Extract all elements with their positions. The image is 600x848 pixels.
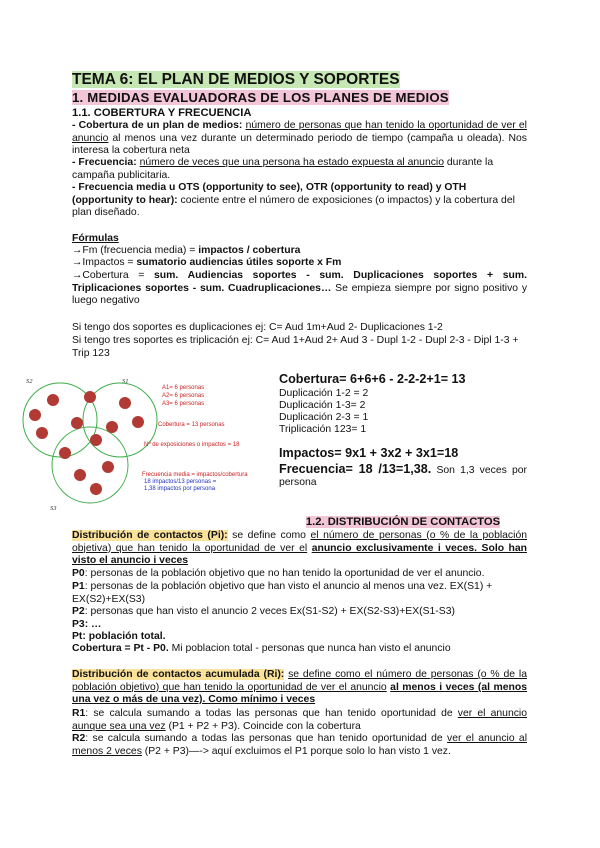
r1-label: R1 xyxy=(72,708,86,719)
ri-definition: se define como el número de personas (o % de la población objetivo) que han tenido la oportunidad de ver el anuncio xyxy=(72,669,527,693)
venn-dot xyxy=(74,469,86,481)
r1-line xyxy=(72,708,527,733)
venn-note-a3: A3= 6 personas xyxy=(162,401,205,407)
venn-dot xyxy=(102,461,114,473)
venn-dot xyxy=(132,416,144,428)
cobertura-pt-bold: Cobertura = Pt - P0. xyxy=(72,643,169,654)
duplicacion-1-3: Duplicación 1-3= 2 xyxy=(279,400,366,411)
section-heading-1-2 xyxy=(279,516,527,529)
r1-underlined: ver el anuncio aunque sea una vez xyxy=(72,708,528,732)
formula-fm-text: →Fm (frecuencia media) = xyxy=(72,245,196,256)
venn-dot xyxy=(90,483,102,495)
venn-diagram xyxy=(20,375,275,515)
venn-label-s3: S3 xyxy=(50,505,57,512)
frecuencia-equation-bold: Frecuencia= 18 /13=1,38. xyxy=(279,462,432,476)
venn-note-exposiciones: Nº de exposiciones o impactos = 18 xyxy=(144,442,240,448)
p1-line xyxy=(72,581,527,606)
cobertura-definition: número de personas que han tenido la oportunidad de ver el anuncio xyxy=(72,120,527,144)
subtitle-text: 1. MEDIDAS EVALUADORAS DE LOS PLANES DE MEDIOS xyxy=(72,90,449,105)
venn-dot xyxy=(59,447,71,459)
r2-rest: (P2 + P3)—-> aquí excluimos el P1 porque solo lo han visto 1 vez. xyxy=(144,745,451,757)
frecuencia-label: - Frecuencia: xyxy=(72,157,137,168)
formula-cobertura-note: Se empieza siempre por signo positivo y luego negativo xyxy=(72,282,528,307)
pi-definition: el número de personas (o % de la población objetiva) que han tenido la oportunidad de ver el xyxy=(72,530,527,554)
venn-dot xyxy=(36,427,48,439)
frecuencia-paragraph xyxy=(72,157,527,182)
impactos-equation: Impactos= 9x1 + 3x2 + 3x1=18 xyxy=(279,446,459,460)
p1-text: : personas de la población objetivo que han visto el anuncio al menos una vez. EX(S1) + EX(S2)+EX(S3) xyxy=(72,581,493,605)
formula-impactos-text: →Impactos = xyxy=(72,257,134,268)
cobertura-rest: al menos una vez durante un determinado periodo de tiempo (campaña u oleada). Nos interesa la cobertura neta xyxy=(72,132,528,157)
venn-note-a2: A2= 6 personas xyxy=(162,393,205,399)
frecuencia-rest: durante la campaña publicitaria. xyxy=(72,157,494,181)
pi-definition-bold: anuncio exclusivamente i veces. Solo han visto el anuncio i veces xyxy=(72,542,528,567)
formula-impactos-bold: sumatorio audiencias útiles soporte x Fm xyxy=(136,257,342,268)
p1-label: P1 xyxy=(72,581,85,592)
cobertura-pt-text: Mi poblacion total - personas que nunca han visto el anuncio xyxy=(171,643,451,654)
venn-dot xyxy=(90,434,102,446)
ejemplo-dos-soportes: Si tengo dos soportes es duplicaciones ej: C= Aud 1m+Aud 2- Duplicaciones 1-2 xyxy=(72,322,443,333)
section-1-2-text: 1.2. DISTRIBUCIÓN DE CONTACTOS xyxy=(305,516,501,528)
venn-note-cobertura: Cobertura = 13 personas xyxy=(158,422,225,428)
r1-rest: (P1 + P2 + P3). Coincide con la cobertura xyxy=(168,720,361,732)
r2-label: R2 xyxy=(72,733,86,744)
formula-cobertura-text: →Cobertura = xyxy=(72,270,145,281)
r2-line xyxy=(72,733,527,758)
cobertura-label: - Cobertura de un plan de medios: xyxy=(72,120,243,131)
venn-label-s2: S2 xyxy=(26,378,33,385)
venn-note-fm-3: 1,38 impactos por persona xyxy=(144,486,216,492)
p2-text: : personas que han visto el anuncio 2 veces Ex(S1-S2) + EX(S2-S3)+EX(S1-S3) xyxy=(84,606,455,617)
formula-impactos xyxy=(72,257,527,270)
pi-mid: se define como xyxy=(232,530,306,541)
pi-label: Distribución de contactos (Pi): xyxy=(72,530,228,541)
venn-dot xyxy=(84,391,96,403)
cobertura-equation: Cobertura= 6+6+6 - 2-2-2+1= 13 xyxy=(279,372,466,386)
formula-cobertura xyxy=(72,270,527,308)
frecuencia-equation xyxy=(279,463,527,490)
duplicacion-1-2: Duplicación 1-2 = 2 xyxy=(279,388,369,399)
p0-text: : personas de la población objetivo que no han tenido la oportunidad de ver el anuncio. xyxy=(84,568,485,579)
pt-line: Pt: población total. xyxy=(72,631,166,642)
venn-dot xyxy=(47,394,59,406)
p2-label: P2 xyxy=(72,606,85,617)
subtitle xyxy=(72,90,449,105)
section-heading-1-1: 1.1. COBERTURA Y FRECUENCIA xyxy=(72,107,252,119)
ri-definition-bold: al menos i veces (al menos una vez o más de una vez). Como mínimo i veces xyxy=(72,681,527,706)
ri-label: Distribución de contactos acumulada (Ri): xyxy=(72,669,285,680)
cobertura-paragraph xyxy=(72,120,527,158)
p3-line: P3: … xyxy=(72,619,102,630)
cobertura-pt-line xyxy=(72,643,527,656)
formulas-heading: Fórmulas xyxy=(72,233,119,244)
formula-cobertura-bold: sum. Audiencias soportes - sum. Duplicaciones soportes + sum. Triplicaciones soportes - sum. Cuadruplicaciones… xyxy=(72,270,527,294)
venn-dot xyxy=(71,417,83,429)
formula-fm-bold: impactos / cobertura xyxy=(198,245,301,256)
ejemplo-tres-soportes: Si tengo tres soportes es triplicación ej: C= Aud 1+Aud 2+ Aud 3 - Dupl 1-2 - Dupl 2-3 - Dipl 1-3 + Trip 123 xyxy=(72,335,519,359)
venn-note-a1: A1= 6 personas xyxy=(162,385,205,391)
r1-text: : se calcula sumando a todas las personas que han tenido oportunidad de xyxy=(85,708,453,719)
p0-line xyxy=(72,568,527,581)
venn-dots xyxy=(29,391,144,495)
duplicacion-2-3: Duplicación 2-3 = 1 xyxy=(279,412,369,423)
p2-line xyxy=(72,606,527,619)
formula-fm xyxy=(72,245,527,258)
frecuencia-media-paragraph xyxy=(72,182,527,220)
ri-paragraph xyxy=(72,669,527,707)
pi-paragraph xyxy=(72,530,527,568)
p0-label: P0 xyxy=(72,568,85,579)
venn-label-s1: S1 xyxy=(122,378,129,385)
page-title xyxy=(72,71,400,89)
r2-underlined: ver el anuncio al menos 2 veces xyxy=(72,733,528,757)
frecuencia-definition: número de veces que una persona ha estado expuesta al anuncio xyxy=(139,157,445,168)
frecuencia-equation-note: Son 1,3 veces por persona xyxy=(279,465,527,489)
venn-note-fm-1: Frecuencia media = impactos/cobertura xyxy=(142,472,248,478)
frecuencia-media-label: - Frecuencia media u OTS (opportunity to see), OTR (opportunity to read) y OTH (opportunity to hear): xyxy=(72,182,467,206)
title-text: TEMA 6: EL PLAN DE MEDIOS Y SOPORTES xyxy=(72,71,400,88)
venn-dot xyxy=(106,421,118,433)
venn-circle-s3 xyxy=(52,427,128,503)
frecuencia-media-rest: cociente entre el número de exposiciones (o impactos) y la cobertura del plan diseñado. xyxy=(72,194,515,219)
r2-text: : se calcula sumando a todas las personas que han tenido oportunidad de xyxy=(85,733,443,744)
venn-dot xyxy=(119,397,131,409)
venn-note-fm-2: 18 impactos/13 personas = xyxy=(144,479,217,485)
triplicacion-123: Triplicación 123= 1 xyxy=(279,424,367,435)
venn-dot xyxy=(29,409,41,421)
